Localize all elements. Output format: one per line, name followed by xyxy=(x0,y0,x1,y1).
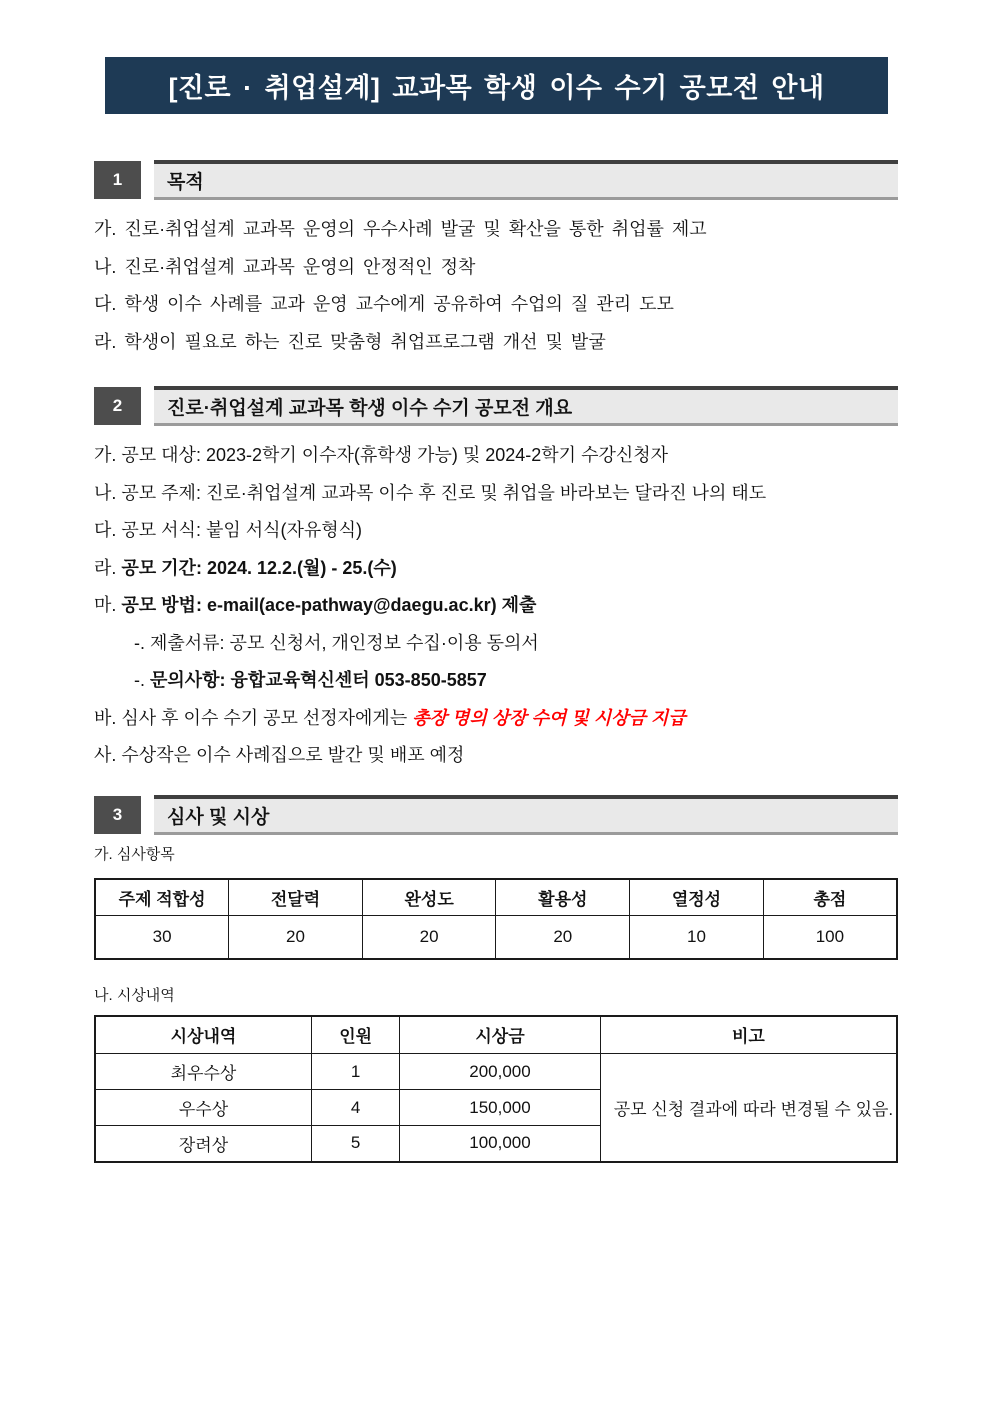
purpose-item-1: 가. 진로·취업설계 교과목 운영의 우수사례 발굴 및 확산을 통한 취업률 제고 xyxy=(94,219,707,239)
award-excellence-name: 우수상 xyxy=(95,1090,312,1126)
section-1-title-bar xyxy=(154,160,898,200)
purpose-item-4: 라. 학생이 필요로 하는 진로 맞춤형 취업프로그램 개선 및 발굴 xyxy=(94,331,606,352)
title-banner xyxy=(105,57,888,114)
award-notice-highlight: 총장 명의 상장 수여 및 시상금 지급 xyxy=(412,707,686,728)
award-table-header-row xyxy=(95,1016,897,1054)
award-excellence-prize: 150,000 xyxy=(400,1090,601,1126)
score-header-delivery: 전달력 xyxy=(229,879,363,916)
section-1-number-badge: 1 xyxy=(94,161,141,199)
method-prefix: 마. xyxy=(94,595,122,615)
score-value-usability: 20 xyxy=(496,916,630,959)
section-2-header xyxy=(94,386,898,426)
score-value-passion: 10 xyxy=(630,916,764,959)
score-header-completeness: 완성도 xyxy=(362,879,496,916)
score-value-total: 100 xyxy=(763,916,897,959)
award-header-name: 시상내역 xyxy=(95,1016,312,1054)
section-2-title: 진로·취업설계 교과목 학생 이수 수기 공모전 개요 xyxy=(167,398,573,419)
section-1-header xyxy=(94,160,898,200)
overview-item-format: 다. 공모 서식: 붙임 서식(자유형식) xyxy=(94,520,363,540)
award-details-table xyxy=(94,1015,898,1163)
award-row-grand xyxy=(95,1054,897,1090)
section-2-title-bar xyxy=(154,386,898,426)
score-value-delivery: 20 xyxy=(229,916,363,959)
overview-sub-documents: -. 제출서류: 공모 신청서, 개인정보 수집·이용 동의서 xyxy=(134,632,539,653)
score-value-completeness: 20 xyxy=(362,916,496,959)
score-table-value-row xyxy=(95,916,897,959)
method-text: 공모 방법: e-mail(ace-pathway@daegu.ac.kr) 제출 xyxy=(121,595,537,615)
section-1-title: 목적 xyxy=(167,172,204,193)
period-prefix: 라. xyxy=(94,557,122,578)
section-3-header xyxy=(94,795,898,835)
score-header-topic-fit: 주제 적합성 xyxy=(95,879,229,916)
score-criteria-table xyxy=(94,878,898,960)
award-excellence-count: 4 xyxy=(312,1090,400,1126)
contact-text: 문의사항: 융합교육혁신센터 053-850-5857 xyxy=(150,670,487,690)
award-grand-name: 최우수상 xyxy=(95,1054,312,1090)
section-3-title-bar xyxy=(154,795,898,835)
award-grand-count: 1 xyxy=(312,1054,400,1090)
overview-item-topic: 나. 공모 주제: 진로·취업설계 교과목 이수 후 진로 및 취업을 바라보는 달라진 나의 태도 xyxy=(94,482,767,503)
award-header-count: 인원 xyxy=(312,1016,400,1054)
section-2-items xyxy=(94,437,898,775)
award-notice-prefix: 바. 심사 후 이수 수기 공모 선정자에게는 xyxy=(94,707,413,728)
contact-prefix: -. xyxy=(134,670,150,690)
award-header-prize: 시상금 xyxy=(400,1016,601,1054)
award-encouragement-prize: 100,000 xyxy=(400,1126,601,1162)
score-value-topic-fit: 30 xyxy=(95,916,229,959)
section-3-number-badge: 3 xyxy=(94,796,141,834)
overview-item-period xyxy=(94,550,898,588)
award-encouragement-count: 5 xyxy=(312,1126,400,1162)
award-encouragement-name: 장려상 xyxy=(95,1126,312,1162)
purpose-item-2: 나. 진로·취업설계 교과목 운영의 안정적인 정착 xyxy=(94,256,476,277)
section-1-items xyxy=(94,211,898,361)
section-3-title: 심사 및 시상 xyxy=(167,806,270,828)
overview-item-award-notice xyxy=(94,700,898,738)
document-body xyxy=(94,160,898,1163)
overview-sub-contact xyxy=(94,662,898,700)
document-title: [진로 · 취업설계] 교과목 학생 이수 수기 공모전 안내 xyxy=(168,73,825,103)
score-header-usability: 활용성 xyxy=(496,879,630,916)
award-header-note: 비고 xyxy=(600,1016,897,1054)
score-header-total: 총점 xyxy=(763,879,897,916)
overview-item-publish: 사. 수상작은 이수 사례집으로 발간 및 배포 예정 xyxy=(94,745,465,765)
criteria-label: 가. 심사항목 xyxy=(94,845,175,863)
score-table-header-row xyxy=(95,879,897,916)
section-2-number-badge: 2 xyxy=(94,387,141,425)
awards-label: 나. 시상내역 xyxy=(94,986,175,1004)
overview-item-method xyxy=(94,587,898,625)
period-text: 공모 기간: 2024. 12.2.(월) - 25.(수) xyxy=(121,557,397,578)
award-note: 공모 신청 결과에 따라 변경될 수 있음. xyxy=(600,1054,897,1162)
overview-item-target: 가. 공모 대상: 2023-2학기 이수자(휴학생 가능) 및 2024-2학기 수강신청자 xyxy=(94,445,669,465)
award-grand-prize: 200,000 xyxy=(400,1054,601,1090)
score-header-passion: 열정성 xyxy=(630,879,764,916)
purpose-item-3: 다. 학생 이수 사례를 교과 운영 교수에게 공유하여 수업의 질 관리 도모 xyxy=(94,294,674,314)
